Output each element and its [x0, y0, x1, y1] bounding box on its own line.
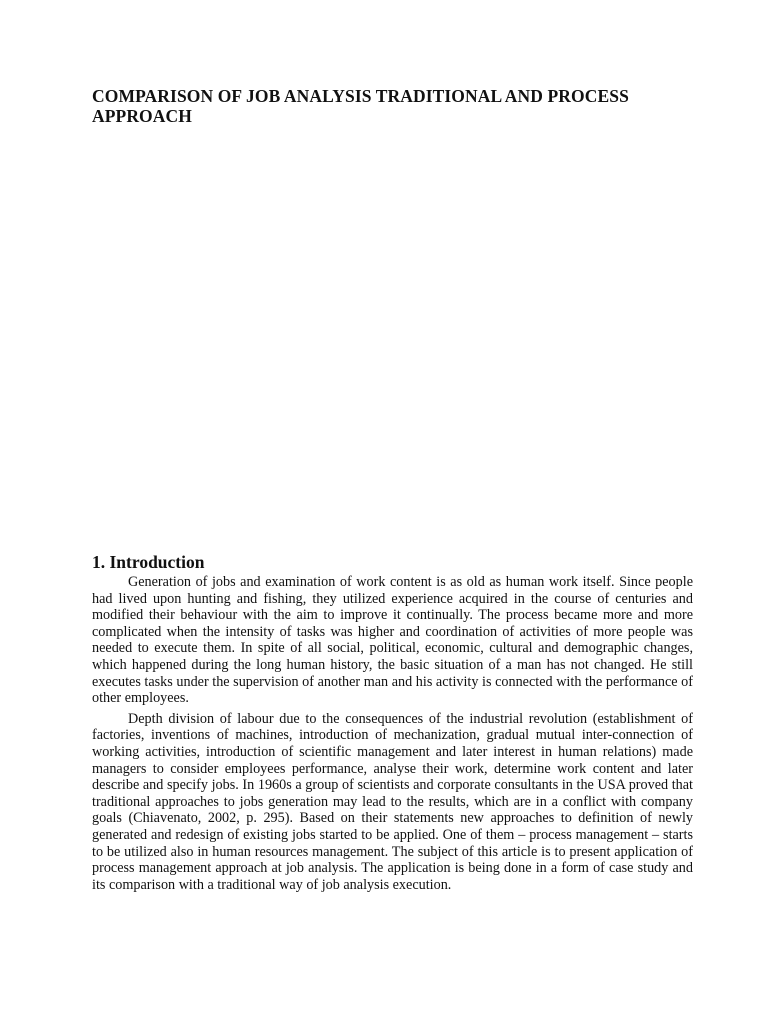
section-heading-introduction: 1. Introduction — [92, 552, 205, 572]
paragraph-2: Depth division of labour due to the consequences of the industrial revolution (establishment of factories, inventions of machines, introduction of mechanization, gradual mutual inter-connection of working activities, introduction of scientific management and later interest in human relations) made managers to consider employees performance, analyse their work, determine work content and later describe and specify jobs. In 1960s a group of scientists and corporate consultants in the USA proved that traditional approaches to jobs generation may lead to the results, which are in a conflict with company goals (Chiavenato, 2002, p. 295). Based on their statements new approaches to definition of newly generated and redesign of existing jobs started to be applied. One of them – process management – starts to be utilized also in human resources management. The subject of this article is to present application of process management approach at job analysis. The application is being done in a form of case study and its comparison with a traditional way of job analysis execution. — [92, 710, 693, 893]
paragraph-1: Generation of jobs and examination of work content is as old as human work itself. Since people had lived upon hunting and fishing, they utilized experience acquired in the course of centuries and modified their behaviour with the aim to improve it continually. The process became more and more complicated when the intensity of tasks was higher and coordination of activities of more people was needed to execute them. In spite of all social, political, economic, cultural and demographic changes, which happened during the long human history, the basic situation of a man has not changed. He still executes tasks under the supervision of another man and his activity is connected with the performance of other employees. — [92, 574, 693, 707]
document-title: COMPARISON OF JOB ANALYSIS TRADITIONAL AND PROCESS APPROACH — [92, 86, 629, 126]
section-body — [92, 574, 693, 897]
